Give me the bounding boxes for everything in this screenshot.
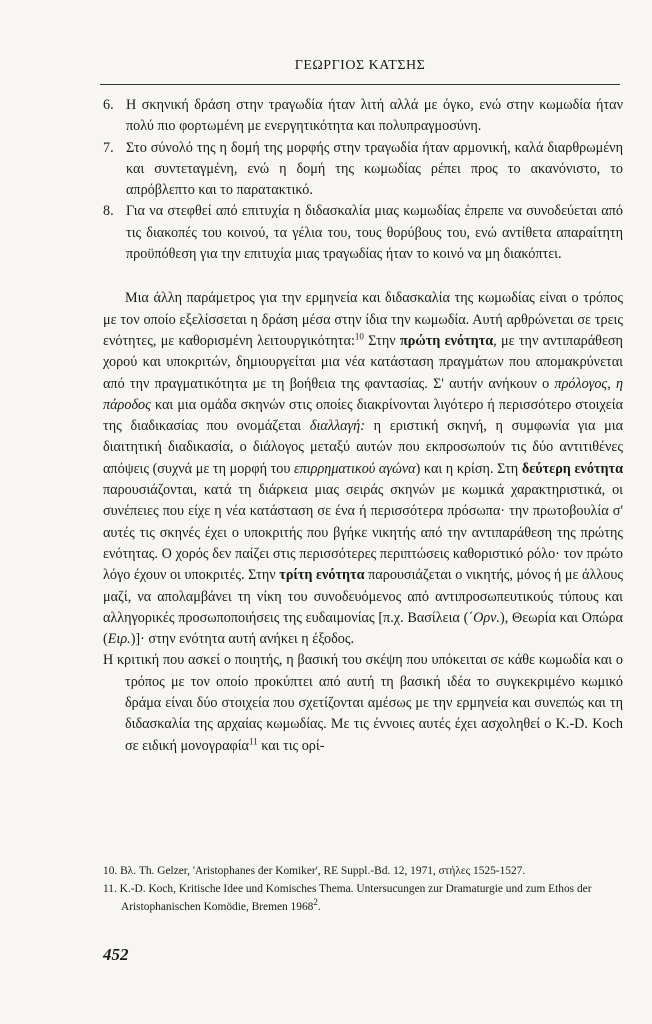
list-item <box>103 201 623 265</box>
footnotes <box>103 862 623 916</box>
paragraph-criticism <box>103 650 623 756</box>
footnote-text: 10. Βλ. Th. Gelzer, 'Aristophanes der Komiker', RE Suppl.-Bd. 12, 1971, στήλες 1525-1527. <box>103 865 526 877</box>
italic-term: επιρρηματικού αγώνα <box>294 460 416 477</box>
emphasis-third-section: τρίτη ενότητα <box>279 567 365 584</box>
text-run: Μια άλλη παράμετρος για την ερμηνεία και διδασκαλία της κωμωδίας είναι ο τρόπος με τον οποίο εξελίσσεται η δράση μέσα στην ίδια την κωμωδία. Αυτή αρθρώνεται σε τρεις ενότητες, με καθορισμένη λειτουργικότητα: <box>103 290 623 349</box>
footnote-ref-10: 10 <box>354 331 364 342</box>
footnote-text: . <box>317 901 321 913</box>
italic-abbrev: Ειρ. <box>107 631 131 648</box>
list-item <box>103 138 623 202</box>
list-item <box>103 95 623 138</box>
text-run: ) και η κρίση. Στη <box>415 460 522 477</box>
footnote <box>103 862 623 880</box>
list-item-text: Για να στεφθεί από επιτυχία η διδασκαλία μιας κωμωδίας έπρεπε να συνοδεύεται από τις διακοπές του κοινού, τα γέλια του, τους θορύβους του, ενώ αντίθετα απαραίτητη προϋπόθεση για την επιτυχία μιας τραγωδίας ήταν το κοινό να μη διακόπτει. <box>126 203 623 263</box>
header-rule <box>100 84 620 85</box>
list-item-text: Η σκηνική δράση στην τραγωδία ήταν λιτή αλλά με όγκο, ενώ στην κωμωδία ήταν πολύ πιο φορτωμένη με ενεργητικότητα και πολυπραγμοσύνη. <box>126 97 623 135</box>
italic-term: πρόλογος, η πάροδος <box>103 375 623 413</box>
paragraph-sections <box>103 288 623 650</box>
footnote-text: 11. K.-D. Koch, Kritische Idee und Komisches Thema. Untersucungen zur Dramaturgie und zum Ethos der Aristophanischen Komödie, Bremen 1968 <box>103 883 592 913</box>
text-run: η εριστική σκηνή, η συμφωνία για μια διαιτητική διαδικασία, ο διάλογος μεταξύ αυτών που εκπροσωπούν τις δύο αντιτιθένες απόψεις (συχνά με τη μορφή του <box>103 418 624 477</box>
main-text <box>103 95 623 757</box>
footnote-ref-11: 11 <box>248 735 258 746</box>
list-item-number: 6. <box>103 97 114 113</box>
footnote <box>103 880 623 916</box>
page-number: 452 <box>103 945 129 964</box>
list-item-number: 7. <box>103 139 114 156</box>
italic-abbrev: ΄Ορν. <box>468 609 500 626</box>
running-title: ΓΕΩΡΓΙΟΣ ΚΑΤΣΗΣ <box>294 58 426 73</box>
list-item-text: Στο σύνολό της η δομή της μορφής στην τραγωδία ήταν αρμονική, καλά διαρθρωμένη και συντεταγμένη, ενώ η δομή της κωμωδίας ρέπει προς το ακανόνιστο, το απρόβλεπτο και το παρατακτικό. <box>126 139 623 199</box>
text-run: ), Θεωρία και Οπώρα ( <box>103 609 623 648</box>
italic-term: διαλλαγή: <box>309 418 365 435</box>
edition-superscript: 2 <box>313 897 318 908</box>
text-run: και τις ορί- <box>257 737 325 754</box>
text-run: και μια ομάδα σκηνών στις οποίες διακρίνονται λιγότερο ή περισσότερο στοιχεία της διαδικασίας που ονομάζεται <box>103 396 623 435</box>
text-run: Στην <box>363 332 400 349</box>
text-run: )]· στην ενότητα αυτή ανήκει η έξοδος. <box>130 631 355 648</box>
text-run: παρουσιάζεται ο νικητής, μόνος ή με άλλους μαζί, να απολαμβάνει τη νίκη του συνοδευόμενος από αντιπροσωπευτικούς τύπους και αλληγορικές προσωποποιήσεις της ευδαιμονίας [π.χ. Βασίλεια ( <box>103 567 623 626</box>
emphasis-second-section: δεύτερη ενότητα <box>521 460 624 477</box>
list-item-number: 8. <box>103 203 114 220</box>
text-run: παρουσιάζονται, κατά τη διάρκεια μιας σειράς σκηνών με κωμικά χαρακτηριστικά, οι συνέπειες που είχε η νέα κατάσταση σε ένα ή περισσότερα πρόσωπα· την πρωτοβουλία σ' αυτές τις σκηνές έχει ο υποκριτής που βγήκε νικητής από την αντιπαράθεση της πρώτης ενότητας. Ο χορός δεν παίζει στις περισσότερες περιπτώσεις καθοριστικό ρόλο· τον πρώτο λόγο έχουν οι υποκριτές. Στην <box>103 482 623 584</box>
numbered-list <box>103 95 623 265</box>
emphasis-first-section: πρώτη ενότητα <box>400 332 494 349</box>
text-run: Η κριτική που ασκεί ο ποιητής, η βασική του σκέψη που υπόκειται σε κάθε κωμωδία και ο τρόπος με τον οποίο προκύπτει από αυτή τη βασική ιδέα το συγκεκριμένο κωμικό δράμα είναι δύο στοιχεία που σχετίζονται αμέσως με την ερμηνεία και συνεπώς και τη διδασκαλία της αρχαίας κωμωδίας. Με τις έννοιες αυτές έχει ασχοληθεί ο K.-D. Koch σε ειδική μονογραφία <box>103 652 623 754</box>
text-run: , με την αντιπαράθεση χορού και υποκριτών, δημιουργείται μια νέα κατάσταση πραγμάτων που απομακρύνεται από την πραγματικότητα με τη βοήθεια της φαντασίας. Σ' αυτήν ανήκουν ο <box>103 332 623 392</box>
